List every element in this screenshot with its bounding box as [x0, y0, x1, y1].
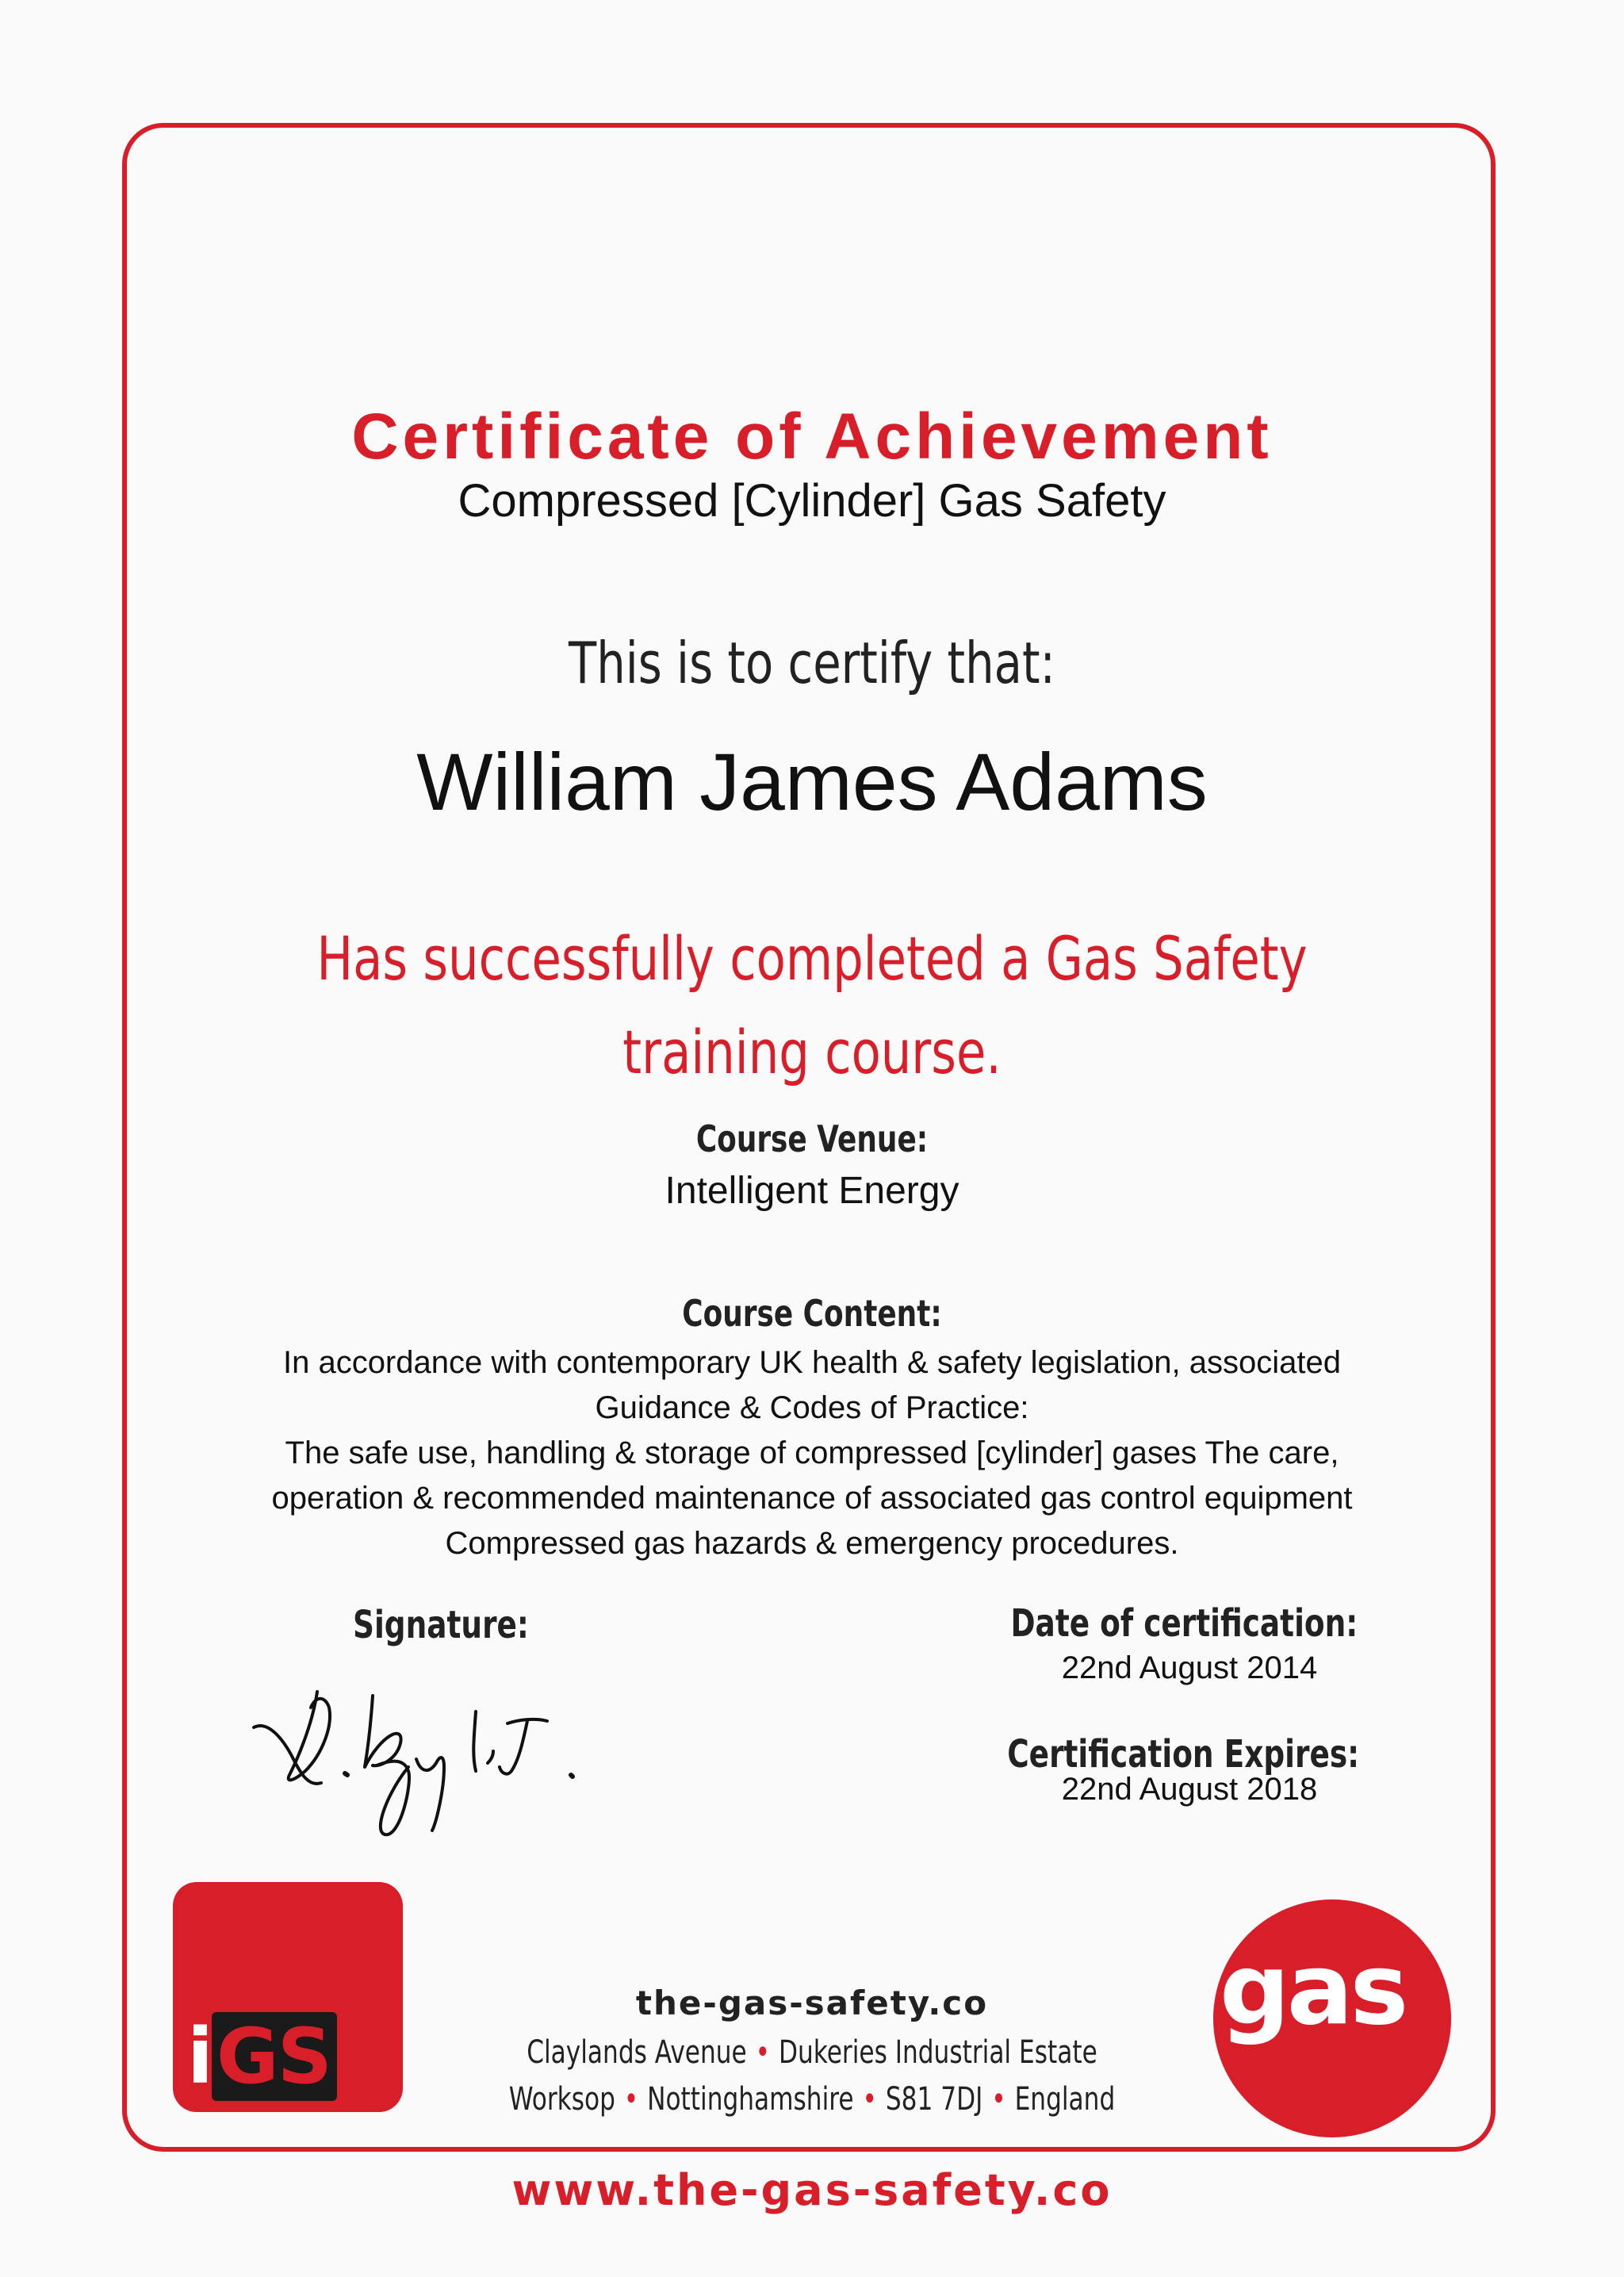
date-of-certification-label: Date of certification: [1010, 1601, 1358, 1646]
content-line: In accordance with contemporary UK health & safety legislation, associated [282, 1345, 1342, 1380]
igs-logo-suffix: GS [212, 2012, 337, 2101]
handwritten-signature [246, 1680, 626, 1846]
completion-line-2: training course. [622, 1017, 1002, 1087]
website-name: the-gas-safety.co [635, 1984, 989, 2022]
completion-line-1: Has successfully completed a Gas Safety [316, 923, 1308, 994]
address-postcode: S81 7DJ [885, 2081, 983, 2118]
gas-logo-text: gas [1220, 1933, 1406, 2047]
course-venue-value: Intelligent Energy [665, 1170, 959, 1212]
recipient-name: William James Adams [416, 737, 1208, 827]
igs-logo-prefix: i [187, 2012, 212, 2101]
bullet-separator: • [755, 2034, 771, 2071]
content-line: Guidance & Codes of Practice: [595, 1390, 1029, 1425]
bullet-separator: • [991, 2081, 1006, 2118]
content-line: Compressed gas hazards & emergency procedures. [445, 1526, 1179, 1561]
footer-website-link[interactable]: www.the-gas-safety.co [511, 2165, 1113, 2215]
bullet-separator: • [623, 2081, 639, 2118]
address-country: England [1014, 2081, 1116, 2118]
bullet-separator: • [862, 2081, 877, 2118]
course-content-text [0, 1340, 1624, 1566]
certification-expires-value: 22nd August 2018 [1061, 1772, 1318, 1807]
certificate-title: Certificate of Achievement [351, 401, 1273, 473]
certify-text: This is to certify that: [569, 630, 1055, 696]
gas-logo [1213, 1899, 1451, 2137]
content-line: The safe use, handling & storage of compressed [cylinder] gases The care, [285, 1436, 1339, 1470]
content-line: operation & recommended maintenance of associated gas control equipment [271, 1481, 1353, 1516]
address-street: Claylands Avenue [527, 2034, 747, 2071]
signature-label: Signature: [353, 1603, 529, 1647]
certification-expires-label: Certification Expires: [1007, 1732, 1359, 1777]
address-town: Worksop [508, 2081, 615, 2118]
completion-statement [163, 912, 1461, 1099]
course-venue-label: Course Venue: [695, 1117, 929, 1160]
date-of-certification-value: 22nd August 2014 [1061, 1650, 1318, 1685]
address-estate: Dukeries Industrial Estate [778, 2034, 1097, 2071]
certificate-subtitle: Compressed [Cylinder] Gas Safety [458, 475, 1166, 527]
course-content-label: Course Content: [682, 1292, 942, 1335]
address-county: Nottinghamshire [647, 2081, 854, 2118]
